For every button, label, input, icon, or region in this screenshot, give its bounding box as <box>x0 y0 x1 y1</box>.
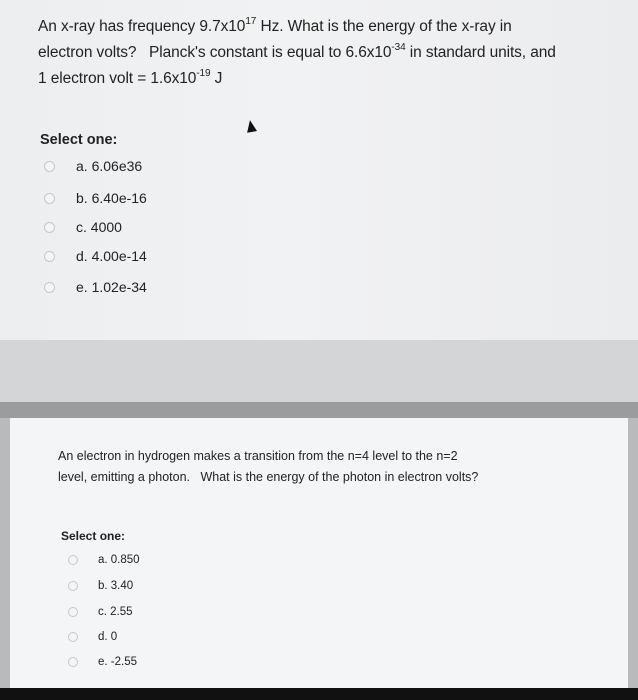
question-2-option-c[interactable] <box>68 606 133 618</box>
radio-unchecked-icon[interactable] <box>68 607 78 617</box>
question-1-line-3: 1 electron volt = $1.6x10^{-19}$ J <box>38 68 223 87</box>
question-gap <box>0 340 638 402</box>
option-label[interactable]: e. 1.02e-34 <box>76 279 147 295</box>
question-1-option-c[interactable] <box>44 219 122 235</box>
question-1-option-e[interactable] <box>44 279 147 295</box>
option-label[interactable]: d. 0 <box>98 631 118 643</box>
question-1-line-2: electron volts? Planck's constant is equal to $6.6x10^{-34}$ in standard units, and <box>38 42 556 61</box>
question-1-card <box>0 0 638 340</box>
option-label[interactable]: a. 6.06e36 <box>76 158 143 174</box>
radio-unchecked-icon[interactable] <box>68 581 78 591</box>
question-2-option-b[interactable] <box>68 580 133 592</box>
radio-unchecked-icon[interactable] <box>44 222 55 233</box>
question-2-option-a[interactable] <box>68 554 140 566</box>
option-label[interactable]: b. 3.40 <box>98 580 134 592</box>
radio-unchecked-icon[interactable] <box>68 555 78 565</box>
question-1-select-label: Select one: <box>40 132 118 148</box>
question-2-line-1: An electron in hydrogen makes a transition from the n=4 level to the n=2 <box>58 449 458 463</box>
question-1-option-d[interactable] <box>44 248 147 264</box>
question-2-text <box>58 446 598 488</box>
question-1-line-1: An x-ray has frequency $9.7x10^{17}$ Hz. What is the energy of the x-ray in <box>38 16 512 35</box>
radio-unchecked-icon[interactable] <box>44 251 55 262</box>
question-2-card <box>10 418 628 688</box>
bottom-edge <box>0 688 638 700</box>
question-1-option-b[interactable] <box>44 190 147 206</box>
question-2-option-d[interactable] <box>68 631 117 643</box>
radio-unchecked-icon[interactable] <box>44 161 55 172</box>
mouse-pointer-icon <box>245 119 257 133</box>
radio-unchecked-icon[interactable] <box>44 282 55 293</box>
right-margin <box>628 418 638 688</box>
question-divider <box>0 402 638 418</box>
radio-unchecked-icon[interactable] <box>44 193 55 204</box>
radio-unchecked-icon[interactable] <box>68 632 78 642</box>
option-label[interactable]: a. 0.850 <box>98 554 140 566</box>
question-2-option-e[interactable] <box>68 656 137 668</box>
option-label[interactable]: d. 4.00e-14 <box>76 248 147 264</box>
question-1-text <box>38 14 608 92</box>
question-2-line-2: level, emitting a photon. What is the energy of the photon in electron volts? <box>58 470 479 484</box>
question-2-select-label: Select one: <box>61 529 126 543</box>
left-margin <box>0 418 10 688</box>
option-label[interactable]: c. 4000 <box>76 219 122 235</box>
option-label[interactable]: e. -2.55 <box>98 656 137 668</box>
question-1-option-a[interactable] <box>44 158 142 174</box>
radio-unchecked-icon[interactable] <box>68 657 78 667</box>
option-label[interactable]: b. 6.40e-16 <box>76 190 147 206</box>
option-label[interactable]: c. 2.55 <box>98 606 133 618</box>
